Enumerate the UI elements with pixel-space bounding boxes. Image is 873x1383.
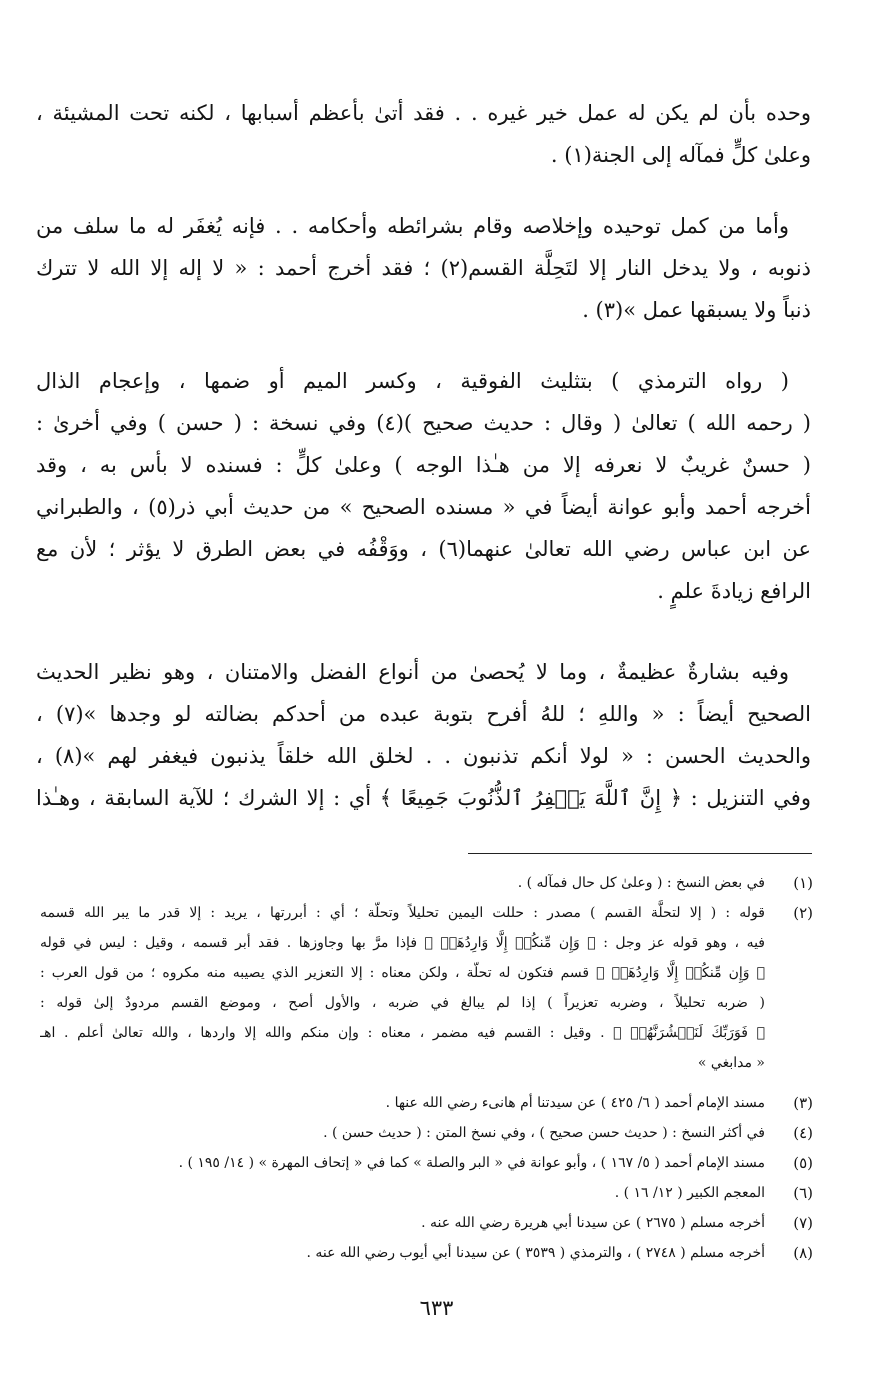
footnote-text: المعجم الكبير ( ١٢/ ١٦ ) . [614, 1185, 765, 1201]
text-line: والحديث الحسن : « لولا أنكم تذنبون . . لخلق الله خلقاً يذنبون فيغفر لهم »(٨) ، [36, 744, 811, 768]
text-line: وفيه بشارةٌ عظيمةٌ ، وما لا يُحصىٰ من أنواع الفضل والامتنان ، وهو نظير الحديث [36, 660, 789, 684]
text-line: ( حسنٌ غريبٌ لا نعرفه إلا من هـٰذا الوجه ) وعلىٰ كلٍّ : فسنده لا بأس به ، وقد [36, 453, 811, 477]
footnotes-continued [40, 1088, 813, 1268]
footnote-number: (١) [793, 874, 813, 892]
footnote-line: ( ضربه تحليلاً ، وضربه تعزيراً ) إذا لم يبالغ في ضربه ، والأول أصح ، وموضع القسم مردودٌ إلىٰ قوله : [40, 995, 765, 1011]
paragraph-2 [36, 205, 811, 331]
footnote-number: (٨) [793, 1244, 813, 1262]
footnote-5 [40, 1148, 813, 1178]
text-line: ذنوبه ، ولا يدخل النار إلا لتَحِلَّة القسم(٢) ؛ فقد أخرج أحمد : « لا إله إلا الله لا تترك [36, 256, 811, 280]
footnote-6 [40, 1178, 813, 1208]
text-line: الصحيح أيضاً : « واللهِ ؛ للهُ أفرح بتوبة عبده من أحدكم بضالته لو وجدها »(٧) ، [36, 702, 811, 726]
footnote-7 [40, 1208, 813, 1238]
footnote-line: ﴿ وَإِن مِّنكُمۡ إِلَّا وَارِدُهَاۚ ﴾ قسم فتكون له تحلّة ، ولكن معناه : إلا التعزير الذي يصيبه منه مكروه ؛ من قول العرب : [40, 965, 765, 981]
footnote-number: (٦) [793, 1184, 813, 1202]
footnote-8 [40, 1238, 813, 1268]
text-line: ( رواه الترمذي ) بتثليث الفوقية ، وكسر الميم أو ضمها ، وإعجام الذال [36, 369, 789, 393]
footnote-number: (٥) [793, 1154, 813, 1172]
footnote-line: « مدابغي » [697, 1055, 765, 1071]
footnote-2 [40, 898, 813, 1078]
footnote-line: فيه ، وهو قوله عز وجل : ﴿ وَإِن مِّنكُمۡ إِلَّا وَارِدُهَاۚ ﴾ فإذا مرَّ بها وجاوزها . فقد أبر قسمه ، وقيل : ليس في قوله [40, 935, 765, 951]
footnote-text: في أكثر النسخ : ( حديث حسن صحيح ) ، وفي نسخ المتن : ( حديث حسن ) . [323, 1125, 765, 1141]
footnote-number: (٢) [793, 904, 813, 922]
footnote-separator [468, 853, 812, 854]
footnote-line: ﴿ فَوَرَبِّكَ لَنَحۡشُرَنَّهُمۡ ﴾ . وقيل : القسم فيه مضمر ، معناه : وإن منكم والله إلا واردها ، والله تعالىٰ أعلم . اهـ [40, 1025, 765, 1041]
footnote-4 [40, 1118, 813, 1148]
footnote-text: أخرجه مسلم ( ٢٦٧٥ ) عن سيدنا أبي هريرة رضي الله عنه . [421, 1215, 765, 1231]
footnote-body [40, 898, 765, 1078]
text-line: الرافع زيادةَ علمٍ . [657, 579, 811, 603]
page-number: ٦٣٣ [419, 1296, 454, 1320]
footnote-line: قوله : ( إلا لتحلَّة القسم ) مصدر : حللت اليمين تحليلاً وتحلّة ؛ أي : أبررتها ، يريد : إلا قدر ما يبر الله قسمه [40, 905, 765, 921]
footnotes [40, 868, 813, 1078]
text-line: وعلىٰ كلٍّ فمآله إلى الجنة(١) . [550, 143, 811, 167]
footnote-number: (٧) [793, 1214, 813, 1232]
paragraph-3 [36, 360, 811, 612]
text-line: أخرجه أحمد وأبو عوانة أيضاً في « مسنده الصحيح » من حديث أبي ذر(٥) ، والطبراني [36, 495, 811, 519]
paragraph-4 [36, 651, 811, 819]
footnote-text: مسند الإمام أحمد ( ٥/ ١٦٧ ) ، وأبو عوانة في « البر والصلة » كما في « إتحاف المهرة » ( ١٤/ ١٩٥ ) . [178, 1155, 765, 1171]
text-line: وأما من كمل توحيده وإخلاصه وقام بشرائطه وأحكامه . . فإنه يُغفَر له ما سلف من [36, 214, 789, 238]
text-line: ذنباً ولا يسبقها عمل »(٣) . [582, 298, 811, 322]
footnote-1 [40, 868, 813, 898]
footnote-text: مسند الإمام أحمد ( ٦/ ٤٢٥ ) عن سيدتنا أم هانىء رضي الله عنها . [385, 1095, 765, 1111]
paragraph-1 [36, 92, 811, 176]
footnote-text: أخرجه مسلم ( ٢٧٤٨ ) ، والترمذي ( ٣٥٣٩ ) عن سيدنا أبي أيوب رضي الله عنه . [306, 1245, 765, 1261]
footnote-text: في بعض النسخ : ( وعلىٰ كل حال فمآله ) . [517, 875, 765, 891]
text-line: وفي التنزيل : ﴿ إِنَّ ٱللَّهَ يَغۡفِرُ ٱلذُّنُوبَ جَمِيعًا ﴾ أي : إلا الشرك ؛ للآية السابقة ، وهـٰذا [36, 786, 811, 810]
footnote-3 [40, 1088, 813, 1118]
text-line: عن ابن عباس رضي الله تعالىٰ عنهما(٦) ، ووَقْفُه في بعض الطرق لا يؤثر ؛ لأن مع [36, 537, 811, 561]
footnote-number: (٣) [793, 1094, 813, 1112]
footnote-number: (٤) [793, 1124, 813, 1142]
text-line: وحده بأن لم يكن له عمل خير غيره . . فقد أتىٰ بأعظم أسبابها ، لكنه تحت المشيئة ، [36, 101, 811, 125]
text-line: ( رحمه الله ) تعالىٰ ( وقال : حديث صحيح )(٤) وفي نسخة : ( حسن ) وفي أخرىٰ : [36, 411, 811, 435]
